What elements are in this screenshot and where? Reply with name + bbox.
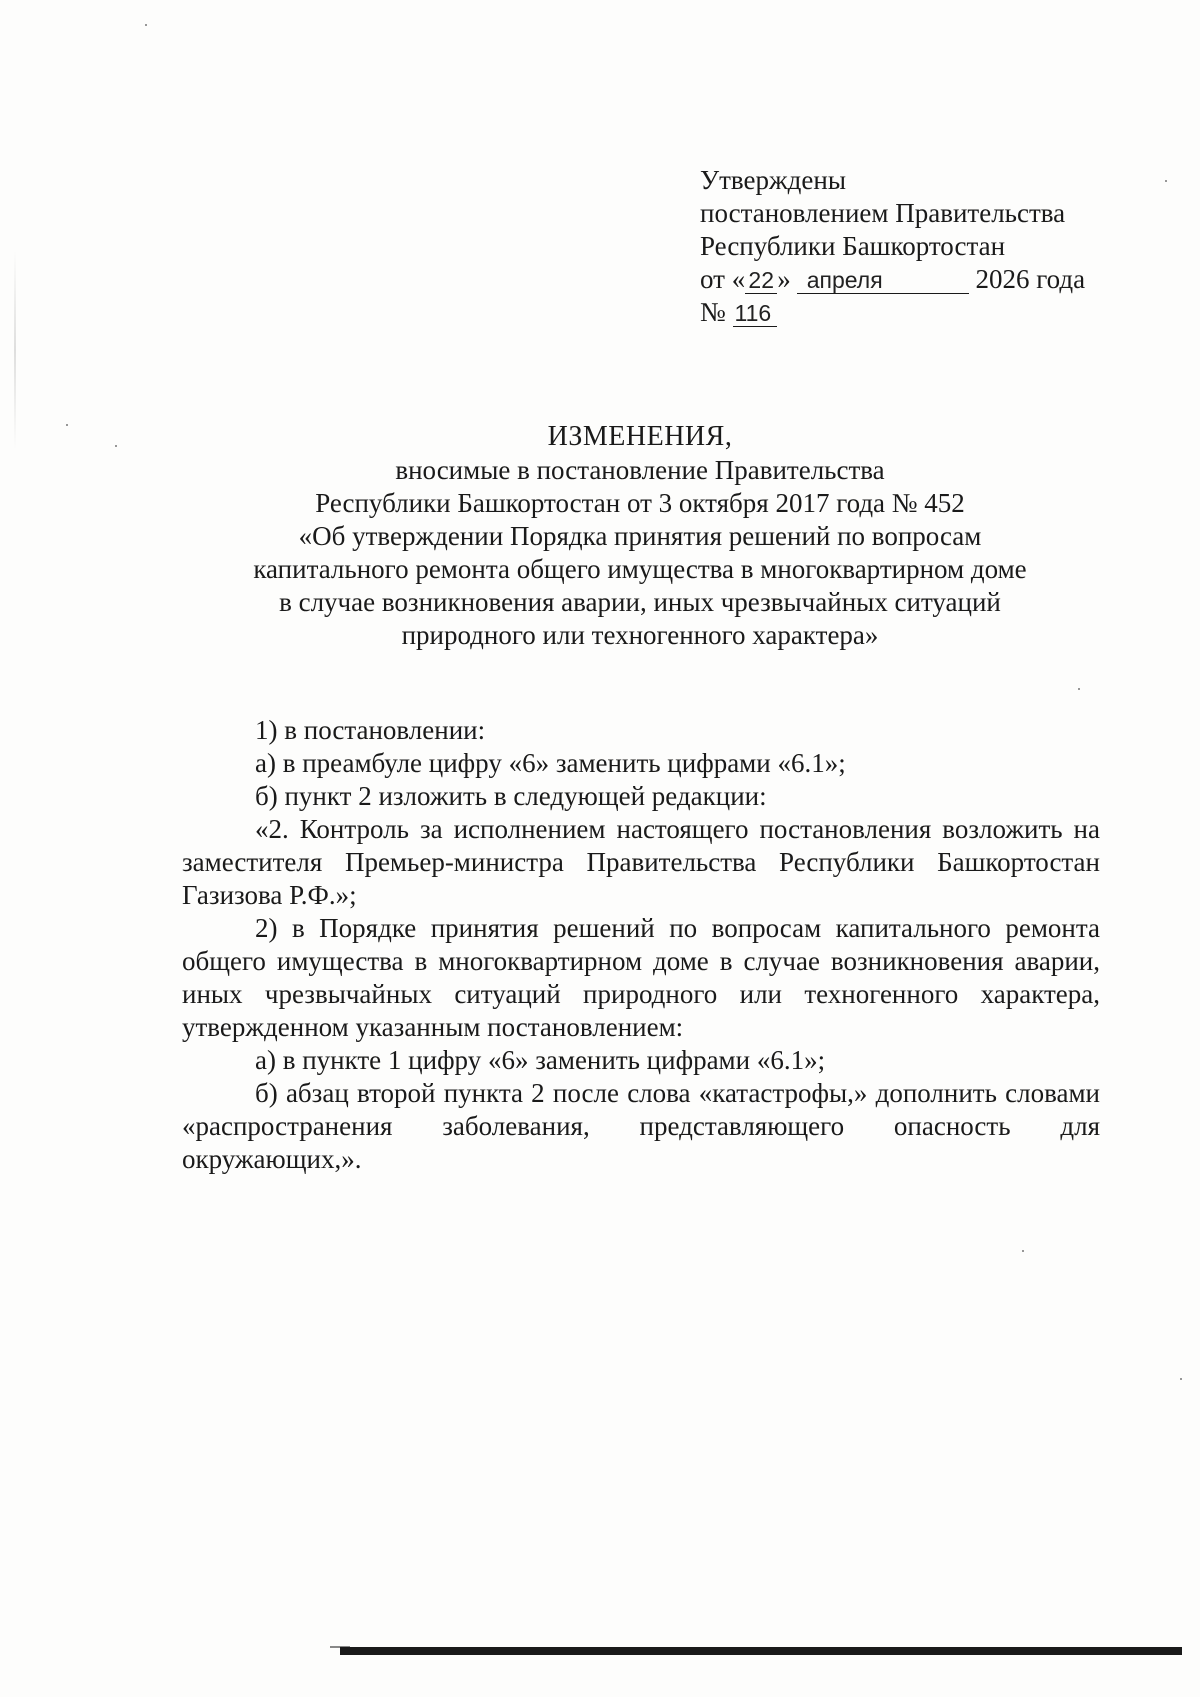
document-number-handwritten: 116 (733, 300, 777, 327)
heading-line: вносимые в постановление Правительства (395, 455, 885, 485)
scan-speck (66, 424, 68, 426)
scan-speck (1180, 1378, 1182, 1380)
heading-line: капитального ремонта общего имущества в многоквартирном доме (253, 554, 1027, 584)
body-paragraph: 2) в Порядке принятия решений по вопросам капитального ремонта общего имущества в многоквартирном доме в случае возникновения аварии, иных чрезвычайных ситуаций природного или техногенного характера, утвержденном указанным постановлением: (182, 913, 1100, 1042)
date-year: 2026 года (975, 264, 1086, 294)
scan-speck (1022, 1250, 1024, 1252)
heading-line: Республики Башкортостан от 3 октября 2017 года № 452 (315, 488, 965, 518)
heading-title: ИЗМЕНЕНИЯ, (547, 421, 733, 452)
heading-line: природного или техногенного характера» (401, 620, 879, 650)
approval-date-line (700, 263, 1100, 296)
date-prefix: от « (700, 264, 746, 294)
approval-line-3: Республики Башкортостан (700, 231, 1006, 261)
heading-line: в случае возникновения аварии, иных чрезвычайных ситуаций (279, 587, 1001, 617)
document-body (182, 714, 1100, 1176)
date-mid: » (777, 264, 791, 294)
scan-speck (145, 24, 147, 26)
approval-number-line (700, 296, 1100, 329)
scan-speck (1165, 180, 1167, 182)
approval-line-1: Утверждены (700, 165, 846, 195)
approval-line-2: постановлением Правительства (700, 198, 1066, 228)
number-prefix: № (700, 297, 726, 327)
body-paragraph: б) абзац второй пункта 2 после слова «катастрофы,» дополнить словами «распространения заболевания, представляющего опасность для окружающих,». (182, 1078, 1100, 1174)
body-paragraph: б) пункт 2 изложить в следующей редакции: (255, 781, 767, 811)
date-day-handwritten: 22 (745, 267, 777, 294)
document-heading (180, 420, 1100, 652)
scan-speck (115, 445, 117, 447)
footer-scan-bar (340, 1647, 1182, 1655)
body-paragraph: «2. Контроль за исполнением настоящего постановления возложить на заместителя Премьер-министра Правительства Республики Башкортостан Газизова Р.Ф.»; (182, 814, 1100, 910)
approval-stamp-block (700, 164, 1100, 329)
body-paragraph: 1) в постановлении: (255, 715, 486, 745)
heading-line: «Об утверждении Порядка принятия решений по вопросам (298, 521, 982, 551)
scan-speck (1078, 688, 1080, 690)
scan-edge-artifact (14, 250, 16, 450)
body-paragraph: а) в пункте 1 цифру «6» заменить цифрами «6.1»; (255, 1045, 826, 1075)
date-month-handwritten: апреля (797, 267, 969, 294)
body-paragraph: а) в преамбуле цифру «6» заменить цифрами «6.1»; (255, 748, 846, 778)
